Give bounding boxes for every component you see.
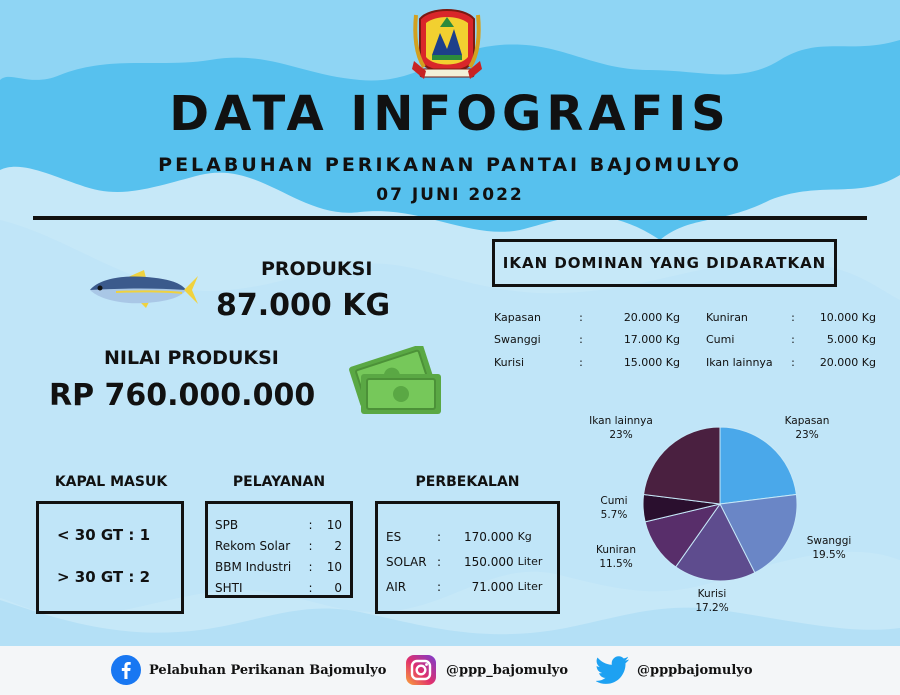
table-row: Kapasan : 20.000 Kg [494,310,680,324]
page-subtitle: PELABUHAN PERIKANAN PANTAI BAJOMULYO [158,154,742,176]
report-date: 07 JUNI 2022 [376,185,524,205]
table-row: Cumi : 5.000 Kg [706,333,876,347]
table-row: Ikan lainnya : 20.000 Kg [706,355,876,369]
produksi-label: PRODUKSI [261,258,373,280]
province-emblem [410,5,484,83]
kapal-row: > 30 GT : 2 [57,568,151,586]
divider [33,216,867,220]
pie-chart [640,424,800,584]
table-row: Kuniran : 10.000 Kg [706,310,876,324]
footer [0,646,900,695]
table-row: Kurisi : 15.000 Kg [494,355,680,369]
page-title: DATA INFOGRAFIS [169,86,731,142]
table-row: BBM Industri : 10 [215,559,342,574]
dominan-table [494,306,876,374]
pie-label-kapasan: Kapasan 23% [784,415,830,441]
kapal-row: < 30 GT : 1 [57,526,151,544]
pie-label-ikan-lainnya: Ikan lainnya 23% [589,415,653,441]
table-row: SPB : 10 [215,517,342,532]
table-row: SHTI : 0 [215,580,342,595]
pelayanan-box [205,501,353,598]
facebook-link[interactable]: Pelabuhan Perikanan Bajomulyo [149,663,387,678]
nilai-produksi-label: NILAI PRODUKSI [104,347,279,369]
pie-label-cumi: Cumi 5.7% [600,495,628,521]
perbekalan-box [375,501,560,614]
instagram-link[interactable]: @ppp_bajomulyo [446,663,569,678]
dominan-title: IKAN DOMINAN YANG DIDARATKAN [492,239,837,287]
perbekalan-title: PERBEKALAN [415,474,520,490]
table-row: ES : 170.000 Kg [386,529,532,544]
instagram-icon[interactable] [405,654,437,686]
money-icon [345,346,445,418]
twitter-link[interactable]: @pppbajomulyo [637,663,753,678]
kapal-masuk-title: KAPAL MASUK [54,474,168,490]
dominan-col-left [494,306,680,374]
nilai-produksi-value: RP 760.000.000 [49,378,316,413]
produksi-value: 87.000 KG [216,288,391,323]
pie-label-kurisi: Kurisi 17.2% [695,588,729,614]
table-row: Swanggi : 17.000 Kg [494,333,680,347]
table-row: AIR : 71.000 Liter [386,579,543,594]
fish-icon [86,266,202,312]
table-row: SOLAR : 150.000 Liter [386,554,543,569]
facebook-icon[interactable] [111,655,141,685]
pie-label-kuniran: Kuniran 11.5% [596,544,636,570]
table-row: Rekom Solar : 2 [215,538,342,553]
pie-label-swanggi: Swanggi 19.5% [806,535,852,561]
dominan-col-right [706,306,876,374]
pelayanan-title: PELAYANAN [232,474,326,490]
kapal-masuk-box [36,501,184,614]
twitter-icon[interactable] [596,656,630,684]
